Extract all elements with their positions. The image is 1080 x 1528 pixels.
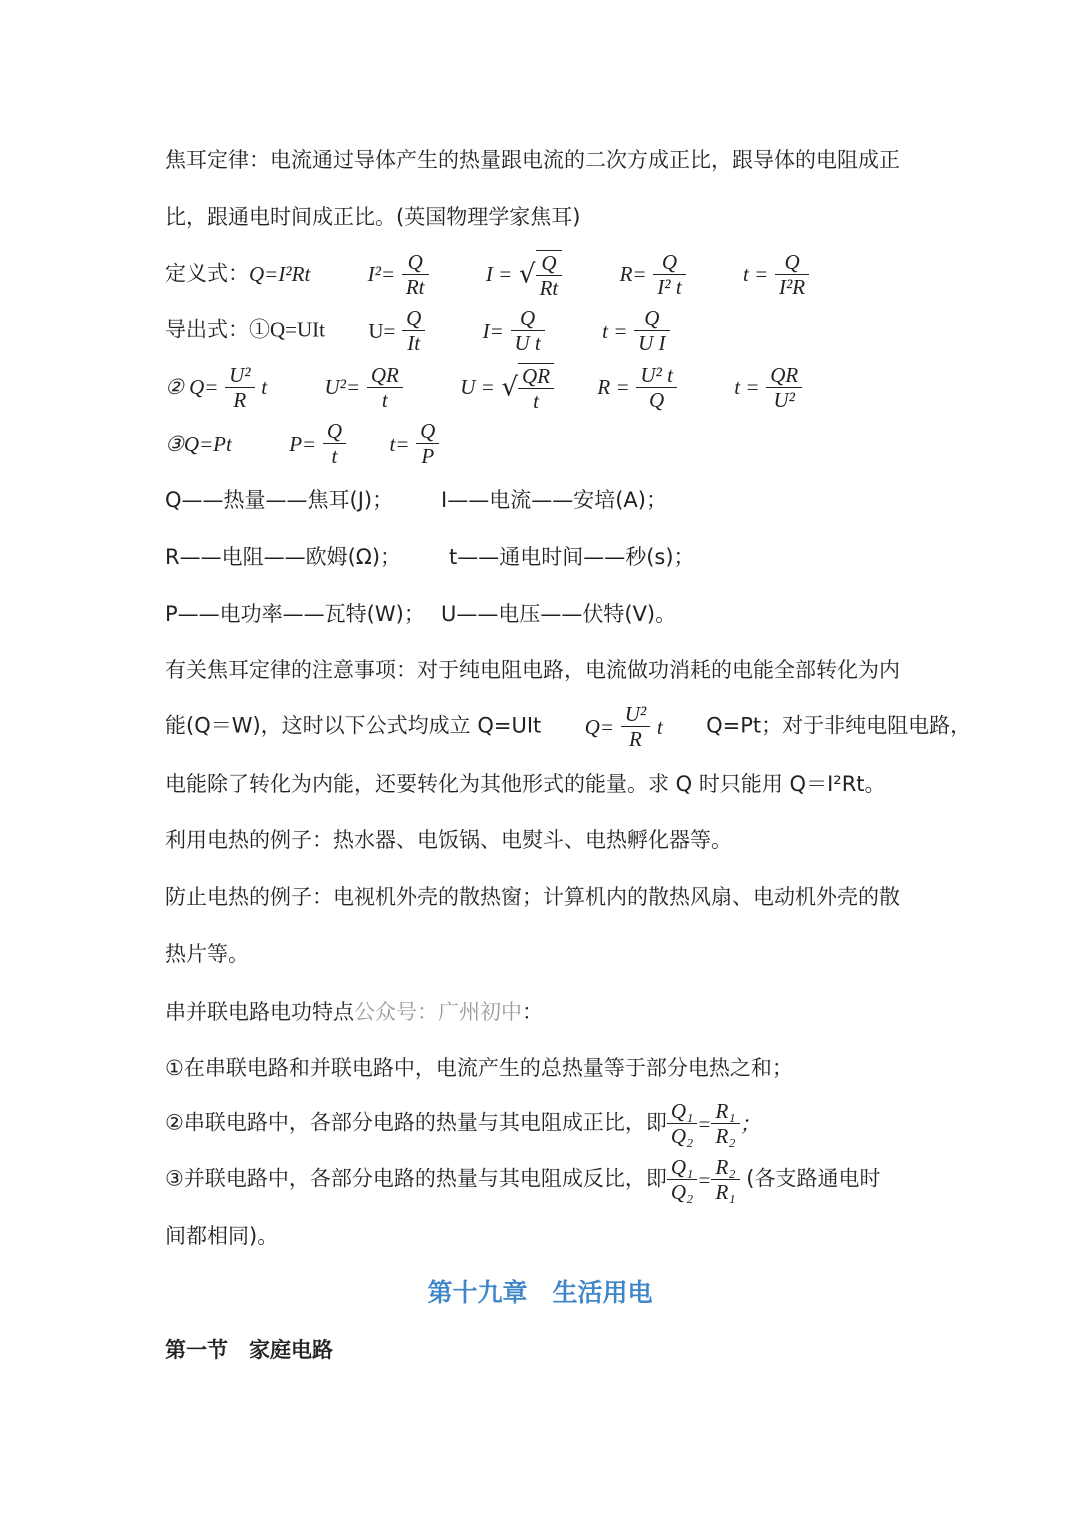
chapter-title: 第十九章 生活用电 — [427, 1278, 653, 1307]
notes-line2-b: Q=Pt；对于非纯电阻电路， — [706, 713, 972, 738]
unit-p: P——电功率——瓦特(W)； — [165, 602, 425, 626]
derived-row-2 — [165, 362, 802, 413]
derived3-f3-lhs: t= — [389, 431, 410, 456]
derived1-f1-lhs: U= — [368, 318, 396, 343]
notes-line2-a: 能(Q＝W)，这时以下公式均成立 Q=UIt — [165, 713, 542, 738]
def-formula-2-fraction: $\frac{Q}{Rt}$ — [402, 251, 429, 298]
def-formula-3-sqrt: √ $\frac{Q}{Rt}$ — [519, 250, 562, 299]
def-formula-4-fraction: $\frac{Q}{\text{I² t}}$ — [653, 251, 685, 298]
joule-law-line2: 比，跟通电时间成正比。(英国物理学家焦耳) — [165, 205, 581, 229]
derived2-f5-lhs: t = — [734, 375, 760, 400]
units-row-2 — [165, 535, 695, 579]
notes-formula-fraction: $\frac{\text{U²}}{R}$ — [621, 703, 650, 750]
derived-row-1 — [165, 306, 670, 356]
unit-r: R——电阻——欧姆(Ω)； — [165, 545, 402, 569]
notes-line3: 电能除了转化为内能，还要转化为其他形式的能量。求 Q 时只能用 Q＝I²Rt。 — [165, 772, 886, 796]
p2-equals: = — [697, 1111, 712, 1136]
derived2-f3-lhs: U = — [460, 375, 495, 400]
prevent-examples-line2: 热片等。 — [165, 942, 249, 966]
derived-label: 导出式：①Q=UIt — [165, 317, 326, 342]
series-parallel-p2 — [165, 1099, 761, 1149]
p3-tail: (各支路通电时 — [739, 1166, 881, 1191]
derived1-f1-fraction: $\frac{Q}{It}$ — [402, 307, 425, 354]
p3-equals: = — [697, 1167, 712, 1192]
use-examples: 利用电热的例子：热水器、电饭锅、电熨斗、电热孵化器等。 — [165, 828, 732, 852]
derived1-f2-lhs: I= — [482, 318, 504, 343]
derived2-f1-tail: t — [261, 375, 268, 400]
def-formula-1: Q=I²Rt — [249, 262, 311, 287]
p3-fraction-q: $\frac{\text{Q₁}}{\text{Q₂}}$ — [667, 1156, 697, 1203]
derived3-f2-fraction: $\frac{Q}{t}$ — [323, 420, 346, 467]
series-parallel-p1: ①在串联电路和并联电路中，电流产生的总热量等于部分电热之和； — [165, 1056, 793, 1080]
series-parallel-p3-line2: 间都相同)。 — [165, 1224, 279, 1248]
def-formula-2-lhs: I²= — [367, 262, 396, 287]
notes-line2 — [165, 702, 972, 752]
derived1-f3-fraction: $\frac{Q}{\text{U I}}$ — [634, 307, 669, 354]
p2-text: ②串联电路中，各部分电路的热量与其电阻成正比，即 — [165, 1110, 667, 1135]
notes-formula-tail: t — [656, 714, 663, 739]
heading-colon: ： — [522, 1000, 543, 1024]
p2-fraction-r: $\frac{\text{R₁}}{\text{R₂}}$ — [711, 1100, 739, 1147]
derived3-f3-fraction: $\frac{Q}{P}$ — [416, 420, 439, 467]
derived2-f5-fraction: $\frac{QR}{\text{U²}}$ — [766, 364, 802, 411]
definition-row — [165, 249, 809, 300]
derived-row-3 — [165, 419, 439, 469]
prevent-examples-line1: 防止电热的例子：电视机外壳的散热窗；计算机内的散热风扇、电动机外壳的散 — [165, 885, 900, 909]
series-parallel-title: 串并联电路电功特点 — [165, 1000, 354, 1024]
derived1-f3-lhs: t = — [602, 318, 628, 343]
p2-tail: ； — [739, 1111, 761, 1136]
unit-q: Q——热量——焦耳(J)； — [165, 488, 394, 512]
unit-t: t——通电时间——秒(s)； — [449, 545, 695, 569]
derived2-f1-lhs: ② Q= — [165, 375, 219, 400]
p3-text: ③并联电路中，各部分电路的热量与其电阻成反比，即 — [165, 1166, 667, 1191]
derived2-f4-lhs: R = — [597, 375, 630, 400]
derived2-f2-fraction: $\frac{QR}{t}$ — [367, 364, 403, 411]
derived3-f1: ③Q=Pt — [165, 431, 232, 456]
def-formula-5-fraction: $\frac{Q}{\text{I²R}}$ — [775, 251, 809, 298]
def-formula-5-lhs: t = — [743, 262, 769, 287]
derived2-f4-fraction: $\frac{\text{U² t}}{Q}$ — [636, 364, 677, 411]
notes-formula-lhs: Q= — [584, 714, 614, 739]
notes-line1: 有关焦耳定律的注意事项：对于纯电阻电路，电流做功消耗的电能全部转化为内 — [165, 658, 900, 682]
section-title: 第一节 家庭电路 — [165, 1338, 333, 1362]
series-parallel-heading — [165, 990, 543, 1034]
derived3-f2-lhs: P= — [289, 431, 317, 456]
p2-fraction-q: $\frac{\text{Q₁}}{\text{Q₂}}$ — [667, 1100, 697, 1147]
derived2-f2-lhs: U²= — [324, 375, 361, 400]
derived1-f2-fraction: $\frac{Q}{\text{U t}}$ — [511, 307, 545, 354]
joule-law-line1: 焦耳定律：电流通过导体产生的热量跟电流的二次方成正比，跟导体的电阻成正 — [165, 148, 900, 172]
units-row-1 — [165, 478, 667, 522]
derived2-f3-sqrt: √ $\frac{QR}{t}$ — [501, 363, 554, 412]
derived2-f1-fraction: $\frac{\text{U²}}{R}$ — [225, 364, 254, 411]
watermark-text: 公众号：广州初中 — [354, 1000, 522, 1024]
unit-i: I——电流——安培(A)； — [441, 488, 667, 512]
series-parallel-p3 — [165, 1155, 881, 1205]
unit-u: U——电压——伏特(V)。 — [441, 602, 677, 626]
definition-label: 定义式： — [165, 261, 249, 286]
def-formula-4-lhs: R= — [619, 262, 647, 287]
units-row-3 — [165, 592, 676, 636]
def-formula-3-lhs: I = — [485, 262, 513, 287]
p3-fraction-r: $\frac{\text{R₂}}{\text{R₁}}$ — [711, 1156, 739, 1203]
